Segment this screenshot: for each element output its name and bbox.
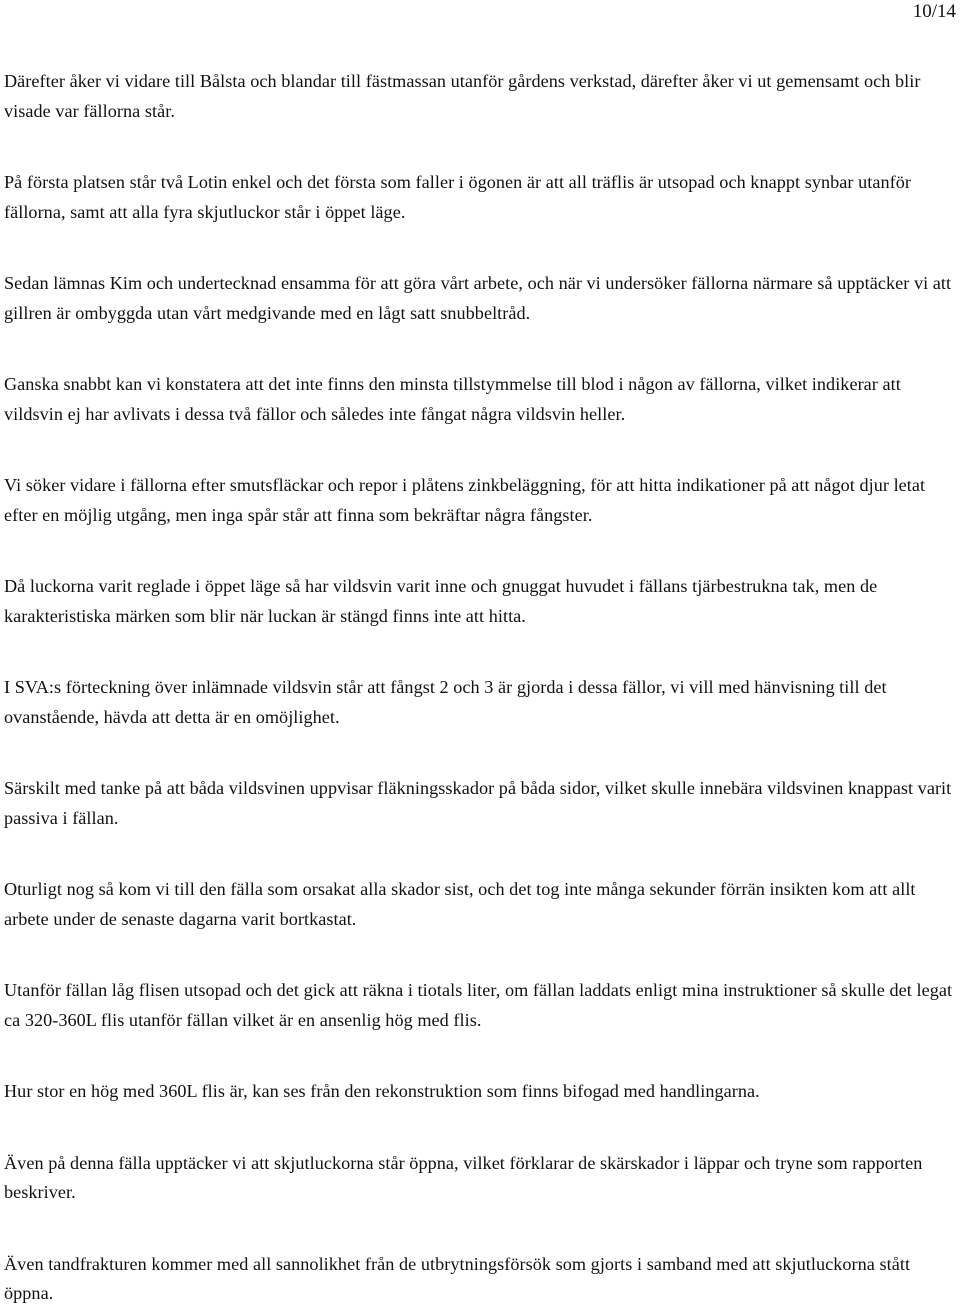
- paragraph: Även tandfrakturen kommer med all sannolikhet från de utbrytningsförsök som gjorts i samband med att skjutluckorna stått öppna.: [4, 1253, 911, 1303]
- paragraph: Därefter åker vi vidare till Bålsta och blandar till fästmassan utanför gårdens verkstad, därefter åker vi ut gemensamt och blir visade var fällorna står.: [4, 71, 921, 121]
- paragraph: Hur stor en hög med 360L flis är, kan ses från den rekonstruktion som finns bifogad med handlingarna.: [4, 1081, 760, 1101]
- paragraph: Ganska snabbt kan vi konstatera att det inte finns den minsta tillstymmelse till blod i någon av fällorna, vilket indikerar att vildsvin ej har avlivats i dessa två fällor och således inte fångat några vildsvin heller.: [4, 374, 901, 424]
- paragraph: Sedan lämnas Kim och undertecknad ensamma för att göra vårt arbete, och när vi undersöker fällorna närmare så upptäcker vi att gillren är ombyggda utan vårt medgivande med en lågt satt snubbeltråd.: [4, 273, 952, 323]
- paragraph: Utanför fällan låg flisen utsopad och det gick att räkna i tiotals liter, om fällan laddats enligt mina instruktioner så skulle det legat ca 320-360L flis utanför fällan vilket är en ansenlig hög med flis.: [4, 980, 953, 1030]
- paragraph: Särskilt med tanke på att båda vildsvinen uppvisar fläkningsskador på båda sidor, vilket skulle innebära vildsvinen knappast varit passiva i fällan.: [4, 778, 952, 828]
- paragraph: Vi söker vidare i fällorna efter smutsfläckar och repor i plåtens zinkbeläggning, för att hitta indikationer på att något djur letat efter en möjlig utgång, men inga spår står att finna som bekräftar några fångster.: [4, 475, 926, 525]
- page-number: 10/14: [912, 1, 956, 22]
- document-body: [4, 67, 954, 1309]
- paragraph: Då luckorna varit reglade i öppet läge så har vildsvin varit inne och gnuggat huvudet i fällans tjärbestrukna tak, men de karakteristiska märken som blir när luckan är stängd finns inte att hitta.: [4, 576, 878, 626]
- paragraph: På första platsen står två Lotin enkel och det första som faller i ögonen är att all träflis är utsopad och knappt synbar utanför fällorna, samt att alla fyra skjutluckor står i öppet läge.: [4, 172, 911, 222]
- paragraph: I SVA:s förteckning över inlämnade vildsvin står att fångst 2 och 3 är gjorda i dessa fällor, vi vill med hänvisning till det ovanstående, hävda att detta är en omöjlighet.: [4, 677, 887, 727]
- paragraph: Oturligt nog så kom vi till den fälla som orsakat alla skador sist, och det tog inte många sekunder förrän insikten kom att allt arbete under de senaste dagarna varit bortkastat.: [4, 879, 916, 929]
- paragraph: Även på denna fälla upptäcker vi att skjutluckorna står öppna, vilket förklarar de skärskador i läppar och tryne som rapporten beskriver.: [4, 1152, 923, 1202]
